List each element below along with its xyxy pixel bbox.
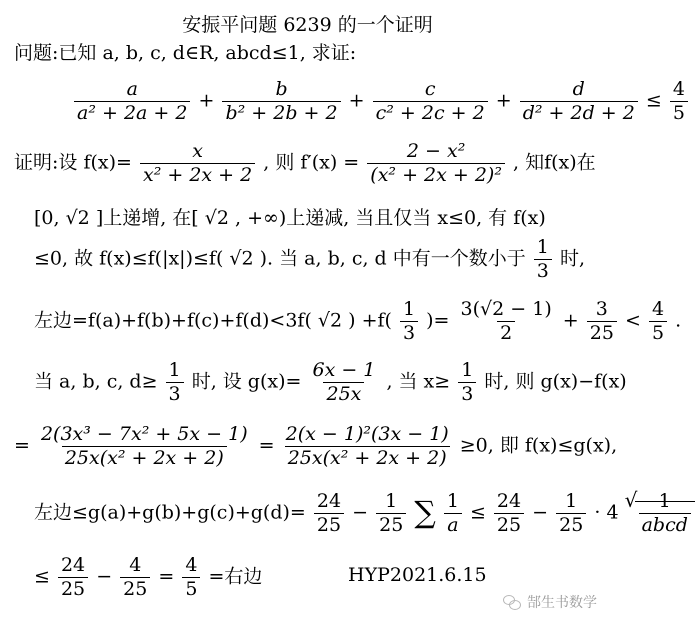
fourth-root: √ $\frac{1}{\text{abcd}}$	[625, 492, 695, 535]
proof-line-8: ≤ $\frac{24}{25}$ − $\frac{4}{25}$ = $\frac{4}{5}$ =右边	[34, 554, 263, 600]
signature: HYP2021.6.15	[348, 564, 487, 586]
wechat-icon	[503, 595, 521, 609]
proof-line-6: = $\frac{\text{2(3x³ − 7x² + 5x − 1)}}{\text{25x(x² + 2x + 2)}}$ = $\frac{\text{2(x − 1)²(3x − 1)}}{\text{25x(x² + 2x + 2)}}$ ≥0, 即 f(x)≤g(x),	[14, 423, 618, 469]
proof-line-7: 左边≤g(a)+g(b)+g(c)+g(d)= $\frac{24}{25}$ − $\frac{1}{25}$ ∑ $\frac{1}{a}$ ≤ $\frac{24}{25}$ − $\frac{1}{25}$ · 4 √ $\frac{1}{\text{abcd}}$	[34, 492, 695, 535]
proof-line-1: 证明:设 f(x)= $\frac{x}{\text{x² + 2x + 2}}$ , 则 f′(x) = $\frac{\text{2 − x²}}{\text{(x² + 2x + 2)²}}$ , 知f(x)在	[14, 140, 596, 186]
problem-statement: 问题:已知 a, b, c, d∈R, abcd≤1, 求证:	[14, 42, 357, 64]
proof-line-4: 左边=f(a)+f(b)+f(c)+f(d)<3f( √2 ) +f( $\frac{1}{3}$ )= $\frac{3(√2 - 1)}{2}$ + $\frac{3}{25}$ < $\frac{4}{5}$ .	[34, 298, 682, 344]
proof-line-5: 当 a, b, c, d≥ $\frac{1}{3}$ 时, 设 g(x)= $\frac{6x - 1}{25x}$ , 当 x≥ $\frac{1}{3}$ 时, 则 g(x)−f(x)	[34, 359, 627, 405]
watermark	[503, 592, 597, 612]
watermark-text: 郜生书数学	[527, 595, 597, 611]
ineq-frac-c: $\frac{c}{\text{c² + 2c + 2}}$	[373, 80, 488, 123]
page-title: 安振平问题 6239 的一个证明	[182, 14, 433, 36]
ineq-frac-a: $\frac{a}{\text{a² + 2a + 2}}$	[74, 80, 190, 123]
ineq-rhs: $\frac{4}{5}$	[670, 80, 688, 123]
ineq-frac-d: $\frac{d}{\text{d² + 2d + 2}}$	[520, 80, 638, 123]
proof-line-2: [0, √2 ]上递增, 在[ √2 , +∞)上递减, 当且仅当 x≤0, 有 f(x)	[34, 207, 546, 229]
main-inequality: $\frac{a}{\text{a² + 2a + 2}}$ + $\frac{b}{\text{b² + 2b + 2}}$ + $\frac{c}{\text{c² + 2c + 2}}$ + $\frac{d}{\text{d² + 2d + 2}}$ ≤ $\frac{4}{5}$	[72, 80, 690, 123]
ineq-frac-b: $\frac{b}{\text{b² + 2b + 2}}$	[222, 80, 340, 123]
proof-line-3: ≤0, 故 f(x)≤f(|x|)≤f( √2 ). 当 a, b, c, d 中有一个数小于 $\frac{1}{3}$ 时,	[34, 236, 585, 282]
